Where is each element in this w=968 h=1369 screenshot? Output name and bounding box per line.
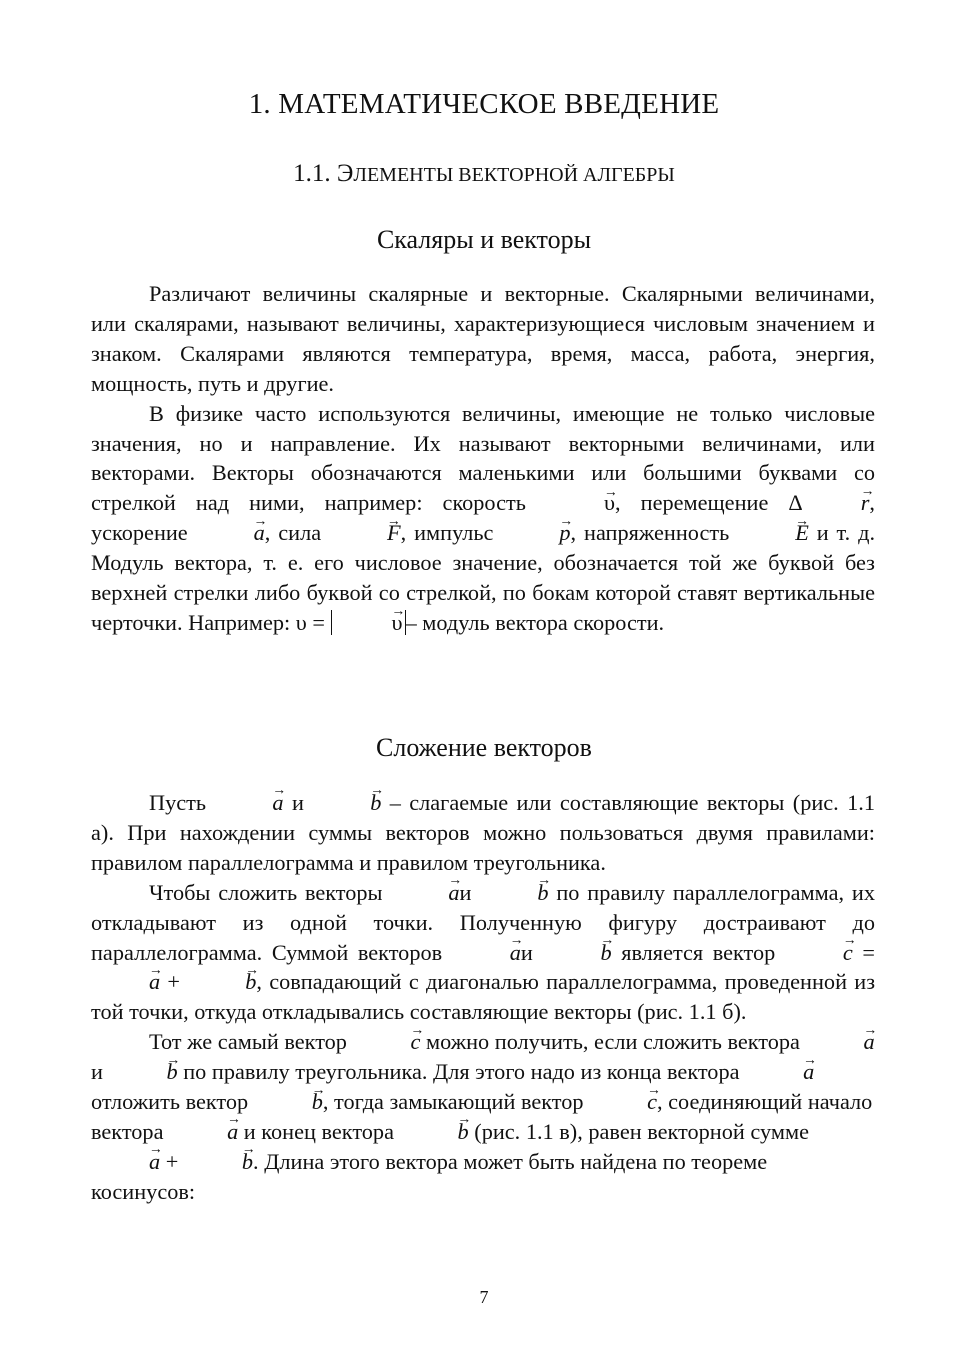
plus-sign: + [160, 969, 188, 995]
text-run: и [459, 879, 480, 905]
text-run: Тот же самый вектор [149, 1029, 353, 1055]
vector-velocity: → υ [546, 492, 615, 514]
vector-a: → a [169, 1121, 238, 1143]
vector-a: → a [214, 792, 283, 814]
vector-p: → p [501, 522, 570, 544]
section-rest: ЛЕМЕНТЫ ВЕКТОРНОЙ АЛГЕБРЫ [353, 164, 675, 186]
paragraph-vectors-definition [91, 399, 875, 638]
text-run: и конец вектора [238, 1118, 400, 1144]
vector-velocity-modulus: → υ [334, 612, 403, 634]
vector-a: → a [745, 1061, 814, 1083]
text-run: . Длина этого вектора может быть найдена по теореме косинусов: [91, 1148, 768, 1204]
subsection-body-addition [91, 788, 875, 1207]
text-run: – слагаемые или составляющие векторы (рис. 1.1 а). При нахождении суммы векторов можно пользоваться двумя правилами: правилом параллелограмма и правилом треугольника. [91, 790, 875, 875]
vector-c: → c [785, 942, 853, 964]
chapter-title: 1. МАТЕМАТИЧЕСКОЕ ВВЕДЕНИЕ [248, 88, 720, 120]
delta-symbol: Δ [788, 490, 803, 516]
text-run: Пусть [149, 790, 215, 815]
equals-sign: = [852, 939, 875, 965]
text-run: , сила [264, 520, 330, 546]
text-run: , напряженность [570, 520, 738, 546]
text-run: Чтобы сложить векторы [149, 879, 391, 905]
text-run: и [520, 939, 543, 965]
text-run: и [91, 1059, 109, 1085]
section-first-letter: Э [336, 160, 354, 187]
vector-b: → b [187, 971, 256, 993]
text-run: по правилу треугольника. Для этого надо из конца вектора [177, 1059, 746, 1085]
plus-sign: + [160, 1148, 184, 1174]
vector-r: → r [803, 492, 870, 514]
vector-a: → a [91, 1151, 160, 1173]
text-run: (рис. 1.1 в), равен векторной сумме [468, 1118, 809, 1144]
text-run: является вектор [611, 939, 785, 965]
vector-b: → b [254, 1091, 323, 1113]
paragraph-summands [91, 788, 875, 878]
vector-c: → c [353, 1031, 421, 1053]
vector-b: → b [400, 1121, 469, 1143]
vector-a: → a [91, 971, 160, 993]
paragraph-triangle-rule [91, 1027, 875, 1206]
page-number: 7 [479, 1287, 489, 1307]
vector-c: → c [589, 1091, 657, 1113]
vector-a: → a [196, 522, 265, 544]
modulus-lhs: υ = [295, 609, 331, 635]
text-run: отложить вектор [91, 1089, 254, 1115]
text-run: можно получить, если сложить вектора [420, 1029, 806, 1055]
vector-a: → a [806, 1031, 875, 1053]
paragraph-parallelogram-rule [91, 878, 875, 1028]
text-run: по правилу параллелограмма, их откладывают из одной точки. Полученную фигуру достраивают до параллелограмма. Суммой векторов [91, 879, 875, 965]
vector-b: → b [542, 942, 611, 964]
vector-b: → b [312, 792, 381, 814]
section-title [0, 160, 968, 188]
section-number: 1.1. [293, 160, 337, 187]
vector-a: → a [390, 882, 459, 904]
text-run: , соединяющий начало вектора [91, 1089, 873, 1144]
text-run: В физике часто используются величины, имеющие не только числовые значения, но и направление. Их называют векторными величинами, или векторами. Векторы обозначаются маленькими или большими буквами со стрелкой над ними, например: скорость [91, 400, 875, 516]
text-run: , совпадающий с диагональю параллелограмма, проведенной из той точки, откуда откладывались составляющие векторы (рис. 1.1 б). [91, 969, 875, 1025]
text-run: – модуль вектора скорости. [405, 609, 665, 635]
subsection-title-addition: Сложение векторов [376, 733, 592, 762]
vector-E: → E [737, 522, 809, 544]
paragraph-scalars-definition: Различают величины скалярные и векторные. Скалярными величинами, или скалярами, называют величины, характеризующиеся числовым значением и знаком. Скалярами являются температура, время, масса, работа, энергия, мощность, путь и другие. [91, 281, 875, 396]
vector-b: → b [184, 1151, 253, 1173]
text-run: и [283, 790, 313, 815]
text-run: , перемещение [615, 490, 789, 516]
text-run: , ускорение [91, 490, 875, 546]
subsection-body-scalars [91, 279, 875, 638]
vector-a: → a [452, 942, 521, 964]
vector-b: → b [109, 1061, 178, 1083]
vector-F: → F [329, 522, 401, 544]
text-run: и т. д. Модуль вектора, т. е. его числовое значение, обозначается той же буквой без верхней стрелки либо буквой со стрелкой, по бокам которой ставят вертикальные черточки. Например: [91, 520, 876, 635]
vector-b: → b [479, 882, 548, 904]
text-run: , тогда замыкающий вектор [322, 1089, 590, 1115]
modulus-bars [331, 610, 406, 635]
text-run: , импульс [400, 520, 502, 546]
subsection-title-scalars: Скаляры и векторы [376, 225, 592, 254]
